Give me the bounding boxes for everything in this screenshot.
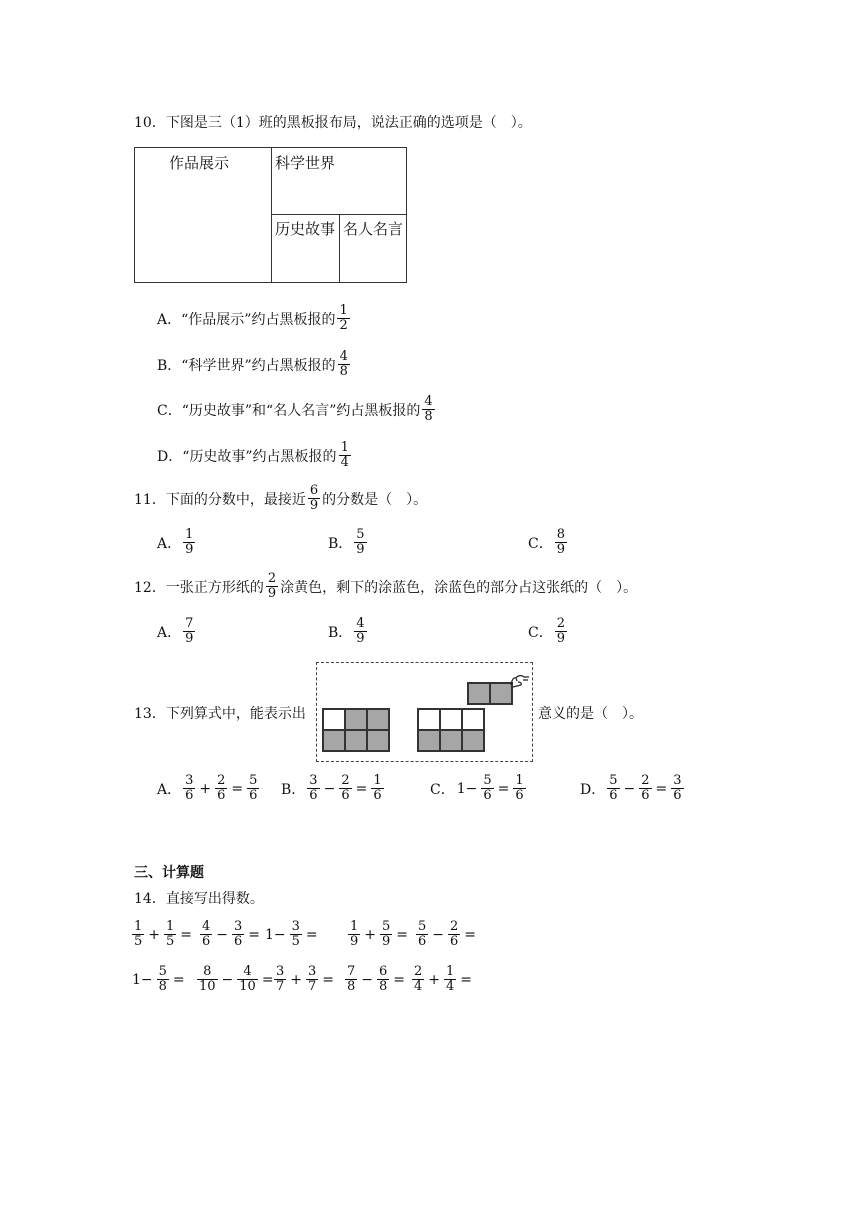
denominator: 9 bbox=[350, 934, 359, 949]
operator: − bbox=[221, 971, 234, 988]
calc-item bbox=[130, 965, 187, 994]
denominator: 9 bbox=[267, 586, 277, 601]
denominator: 9 bbox=[185, 631, 194, 646]
fraction bbox=[132, 920, 144, 949]
fraction bbox=[555, 617, 567, 646]
q11-fraction bbox=[308, 484, 320, 513]
numerator: 8 bbox=[203, 964, 212, 979]
grid-left bbox=[322, 708, 390, 752]
fraction bbox=[377, 965, 389, 994]
numerator: 2 bbox=[556, 616, 565, 631]
fraction bbox=[307, 774, 319, 803]
operator: = bbox=[460, 971, 473, 988]
fraction bbox=[422, 395, 434, 424]
operator: − bbox=[432, 926, 445, 943]
numerator: 7 bbox=[347, 964, 356, 979]
fraction bbox=[183, 528, 195, 557]
calc-item bbox=[198, 920, 262, 949]
operator: = bbox=[322, 971, 335, 988]
denominator: 7 bbox=[308, 979, 317, 994]
q12-stem-a: 12．一张正方形纸的 bbox=[134, 579, 264, 596]
numerator: 2 bbox=[267, 571, 277, 586]
denominator: 8 bbox=[339, 364, 348, 379]
calc-item bbox=[343, 965, 407, 994]
option-letter: C． bbox=[528, 535, 553, 552]
operator: + bbox=[428, 971, 441, 988]
option-letter: B． bbox=[281, 781, 306, 798]
operator: = bbox=[396, 926, 409, 943]
option-letter: D． bbox=[157, 448, 183, 465]
section-title: 三、计算题 bbox=[134, 865, 204, 881]
denominator: 8 bbox=[158, 979, 167, 994]
denominator: 9 bbox=[556, 542, 565, 557]
denominator: 8 bbox=[379, 979, 388, 994]
option-letter: B． bbox=[328, 624, 353, 641]
numerator: 6 bbox=[309, 483, 319, 498]
operator: = bbox=[464, 926, 477, 943]
numerator: 5 bbox=[382, 919, 391, 934]
fraction bbox=[416, 920, 428, 949]
option-text: “作品展示”约占黑板报的 bbox=[181, 311, 336, 328]
option-letter: A． bbox=[157, 624, 182, 641]
operator: = bbox=[655, 780, 668, 797]
fraction bbox=[513, 774, 525, 803]
q13-option-a[interactable] bbox=[157, 774, 261, 803]
fraction bbox=[338, 350, 350, 379]
option-text: “历史故事”和“名人名言”约占黑板报的 bbox=[181, 402, 421, 419]
option-letter: B． bbox=[157, 357, 182, 374]
numerator: 3 bbox=[185, 773, 194, 788]
denominator: 6 bbox=[341, 788, 350, 803]
denominator: 6 bbox=[249, 788, 258, 803]
numerator: 1 bbox=[340, 440, 349, 455]
denominator: 6 bbox=[217, 788, 226, 803]
numerator: 7 bbox=[185, 616, 194, 631]
operator: 1− bbox=[265, 926, 286, 943]
q13-stem-b: 意义的是（ ）。 bbox=[538, 706, 643, 722]
blackboard-layout-diagram bbox=[134, 147, 407, 283]
fraction bbox=[164, 920, 176, 949]
denominator: 4 bbox=[340, 455, 349, 470]
denominator: 6 bbox=[185, 788, 194, 803]
fraction bbox=[481, 774, 493, 803]
numerator: 2 bbox=[341, 773, 350, 788]
fraction bbox=[345, 965, 357, 994]
fraction bbox=[232, 920, 244, 949]
q10-option-a[interactable] bbox=[157, 304, 352, 333]
numerator: 1 bbox=[446, 964, 455, 979]
denominator: 6 bbox=[309, 788, 318, 803]
numerator: 4 bbox=[356, 616, 365, 631]
board-works: 作品展示 bbox=[169, 154, 230, 172]
q12-option-a[interactable] bbox=[157, 617, 197, 646]
denominator: 6 bbox=[202, 934, 211, 949]
option-letter: A． bbox=[157, 535, 182, 552]
fraction bbox=[157, 965, 169, 994]
q12-option-c[interactable] bbox=[528, 617, 569, 646]
hand-pointer-icon bbox=[509, 671, 531, 689]
numerator: 5 bbox=[158, 964, 167, 979]
fraction bbox=[306, 965, 318, 994]
fraction bbox=[183, 617, 195, 646]
numerator: 1 bbox=[185, 527, 194, 542]
numerator: 3 bbox=[673, 773, 682, 788]
operator: 1− bbox=[456, 780, 478, 797]
fraction bbox=[237, 965, 258, 994]
denominator: 6 bbox=[373, 788, 382, 803]
fraction bbox=[339, 774, 351, 803]
operator: + bbox=[290, 971, 303, 988]
denominator: 9 bbox=[356, 542, 365, 557]
fraction bbox=[671, 774, 683, 803]
denominator: 6 bbox=[673, 788, 682, 803]
board-history: 历史故事 bbox=[275, 220, 336, 238]
board-science: 科学世界 bbox=[275, 154, 336, 172]
removed-squares bbox=[467, 682, 513, 705]
option-letter: C． bbox=[157, 402, 182, 419]
calc-item bbox=[130, 920, 194, 949]
q11-option-a[interactable] bbox=[157, 528, 197, 557]
denominator: 6 bbox=[483, 788, 492, 803]
q10-option-b[interactable] bbox=[157, 350, 352, 379]
q10-option-c[interactable] bbox=[157, 395, 437, 424]
denominator: 2 bbox=[339, 318, 348, 333]
denominator: 10 bbox=[199, 979, 216, 994]
board-quotes: 名人名言 bbox=[343, 220, 404, 238]
operator: + bbox=[364, 926, 377, 943]
operator: = bbox=[248, 926, 261, 943]
denominator: 6 bbox=[641, 788, 650, 803]
numerator: 6 bbox=[379, 964, 388, 979]
numerator: 1 bbox=[339, 303, 348, 318]
numerator: 3 bbox=[308, 964, 317, 979]
fraction bbox=[247, 774, 259, 803]
option-letter: C． bbox=[528, 624, 553, 641]
option-text: “历史故事”约占黑板报的 bbox=[182, 448, 337, 465]
fraction bbox=[448, 920, 460, 949]
option-text: “科学世界”约占黑板报的 bbox=[181, 357, 336, 374]
numerator: 5 bbox=[609, 773, 618, 788]
fraction bbox=[339, 441, 351, 470]
fraction bbox=[348, 920, 360, 949]
calc-item bbox=[414, 920, 478, 949]
operator: − bbox=[361, 971, 374, 988]
denominator: 6 bbox=[234, 934, 243, 949]
numerator: 8 bbox=[556, 527, 565, 542]
denominator: 6 bbox=[609, 788, 618, 803]
q11-stem bbox=[134, 484, 427, 513]
q13-option-d[interactable] bbox=[580, 774, 686, 803]
denominator: 9 bbox=[556, 631, 565, 646]
denominator: 8 bbox=[347, 979, 356, 994]
denominator: 9 bbox=[309, 498, 319, 513]
q10-option-d[interactable] bbox=[157, 441, 353, 470]
denominator: 5 bbox=[291, 934, 300, 949]
fraction bbox=[444, 965, 456, 994]
q11-option-b[interactable] bbox=[328, 528, 369, 557]
numerator: 3 bbox=[309, 773, 318, 788]
operator: 1− bbox=[132, 971, 153, 988]
q11-option-c[interactable] bbox=[528, 528, 569, 557]
fraction bbox=[274, 965, 286, 994]
fraction bbox=[200, 920, 212, 949]
denominator: 9 bbox=[185, 542, 194, 557]
numerator: 2 bbox=[414, 964, 423, 979]
q12-stem-b: 涂黄色，剩下的涂蓝色，涂蓝色的部分占这张纸的（ ）。 bbox=[280, 579, 638, 596]
fraction bbox=[197, 965, 218, 994]
denominator: 9 bbox=[356, 631, 365, 646]
q13-option-c[interactable] bbox=[430, 774, 528, 803]
denominator: 4 bbox=[446, 979, 455, 994]
option-letter: C． bbox=[430, 781, 455, 798]
q13-figure bbox=[316, 662, 533, 762]
operator: + bbox=[199, 780, 212, 797]
numerator: 5 bbox=[483, 773, 492, 788]
q13-option-b[interactable] bbox=[281, 774, 386, 803]
numerator: 4 bbox=[339, 349, 348, 364]
divider-vertical-sub bbox=[339, 214, 340, 282]
q12-option-b[interactable] bbox=[328, 617, 369, 646]
numerator: 1 bbox=[134, 919, 143, 934]
option-letter: D． bbox=[580, 781, 606, 798]
denominator: 6 bbox=[450, 934, 459, 949]
fraction bbox=[290, 920, 302, 949]
q14-stem: 14．直接写出得数。 bbox=[134, 891, 264, 907]
numerator: 5 bbox=[356, 527, 365, 542]
fraction bbox=[380, 920, 392, 949]
operator: = bbox=[261, 971, 274, 988]
operator: = bbox=[231, 780, 244, 797]
numerator: 4 bbox=[424, 394, 433, 409]
calc-item bbox=[272, 965, 336, 994]
fraction bbox=[337, 304, 349, 333]
calc-item bbox=[195, 965, 276, 994]
denominator: 5 bbox=[134, 934, 143, 949]
denominator: 9 bbox=[382, 934, 391, 949]
fraction bbox=[354, 617, 366, 646]
calc-item bbox=[263, 920, 320, 949]
numerator: 3 bbox=[276, 964, 285, 979]
q13-stem-a: 13．下列算式中，能表示出 bbox=[134, 706, 306, 722]
operator: = bbox=[393, 971, 406, 988]
denominator: 5 bbox=[166, 934, 175, 949]
numerator: 4 bbox=[243, 964, 252, 979]
numerator: 3 bbox=[291, 919, 300, 934]
operator: = bbox=[172, 971, 185, 988]
numerator: 1 bbox=[515, 773, 524, 788]
fraction bbox=[555, 528, 567, 557]
numerator: 2 bbox=[217, 773, 226, 788]
option-letter: B． bbox=[328, 535, 353, 552]
fraction bbox=[412, 965, 424, 994]
numerator: 2 bbox=[641, 773, 650, 788]
numerator: 3 bbox=[234, 919, 243, 934]
fraction bbox=[639, 774, 651, 803]
fraction bbox=[215, 774, 227, 803]
operator: − bbox=[323, 780, 336, 797]
fraction bbox=[354, 528, 366, 557]
q10-stem: 10．下图是三（1）班的黑板报布局，说法正确的选项是（ ）。 bbox=[134, 115, 532, 131]
option-letter: A． bbox=[157, 781, 182, 798]
numerator: 5 bbox=[418, 919, 427, 934]
operator: − bbox=[623, 780, 636, 797]
fraction bbox=[607, 774, 619, 803]
operator: = bbox=[305, 926, 318, 943]
denominator: 10 bbox=[239, 979, 256, 994]
denominator: 7 bbox=[276, 979, 285, 994]
operator: = bbox=[180, 926, 193, 943]
denominator: 6 bbox=[515, 788, 524, 803]
denominator: 6 bbox=[418, 934, 427, 949]
denominator: 8 bbox=[424, 409, 433, 424]
operator: + bbox=[148, 926, 161, 943]
q11-stem-b: 的分数是（ ）。 bbox=[322, 491, 428, 508]
numerator: 4 bbox=[202, 919, 211, 934]
calc-item bbox=[410, 965, 474, 994]
operator: − bbox=[216, 926, 229, 943]
fraction bbox=[183, 774, 195, 803]
operator: = bbox=[355, 780, 368, 797]
q12-fraction bbox=[266, 572, 278, 601]
numerator: 1 bbox=[373, 773, 382, 788]
denominator: 4 bbox=[414, 979, 423, 994]
numerator: 1 bbox=[350, 919, 359, 934]
numerator: 5 bbox=[249, 773, 258, 788]
calc-item bbox=[346, 920, 410, 949]
numerator: 2 bbox=[450, 919, 459, 934]
operator: = bbox=[497, 780, 510, 797]
q11-stem-a: 11．下面的分数中，最接近 bbox=[134, 491, 306, 508]
divider-vertical-main bbox=[271, 148, 272, 282]
numerator: 1 bbox=[166, 919, 175, 934]
fraction bbox=[371, 774, 383, 803]
q12-stem bbox=[134, 572, 637, 601]
grid-right bbox=[417, 708, 485, 752]
option-letter: A． bbox=[157, 311, 182, 328]
